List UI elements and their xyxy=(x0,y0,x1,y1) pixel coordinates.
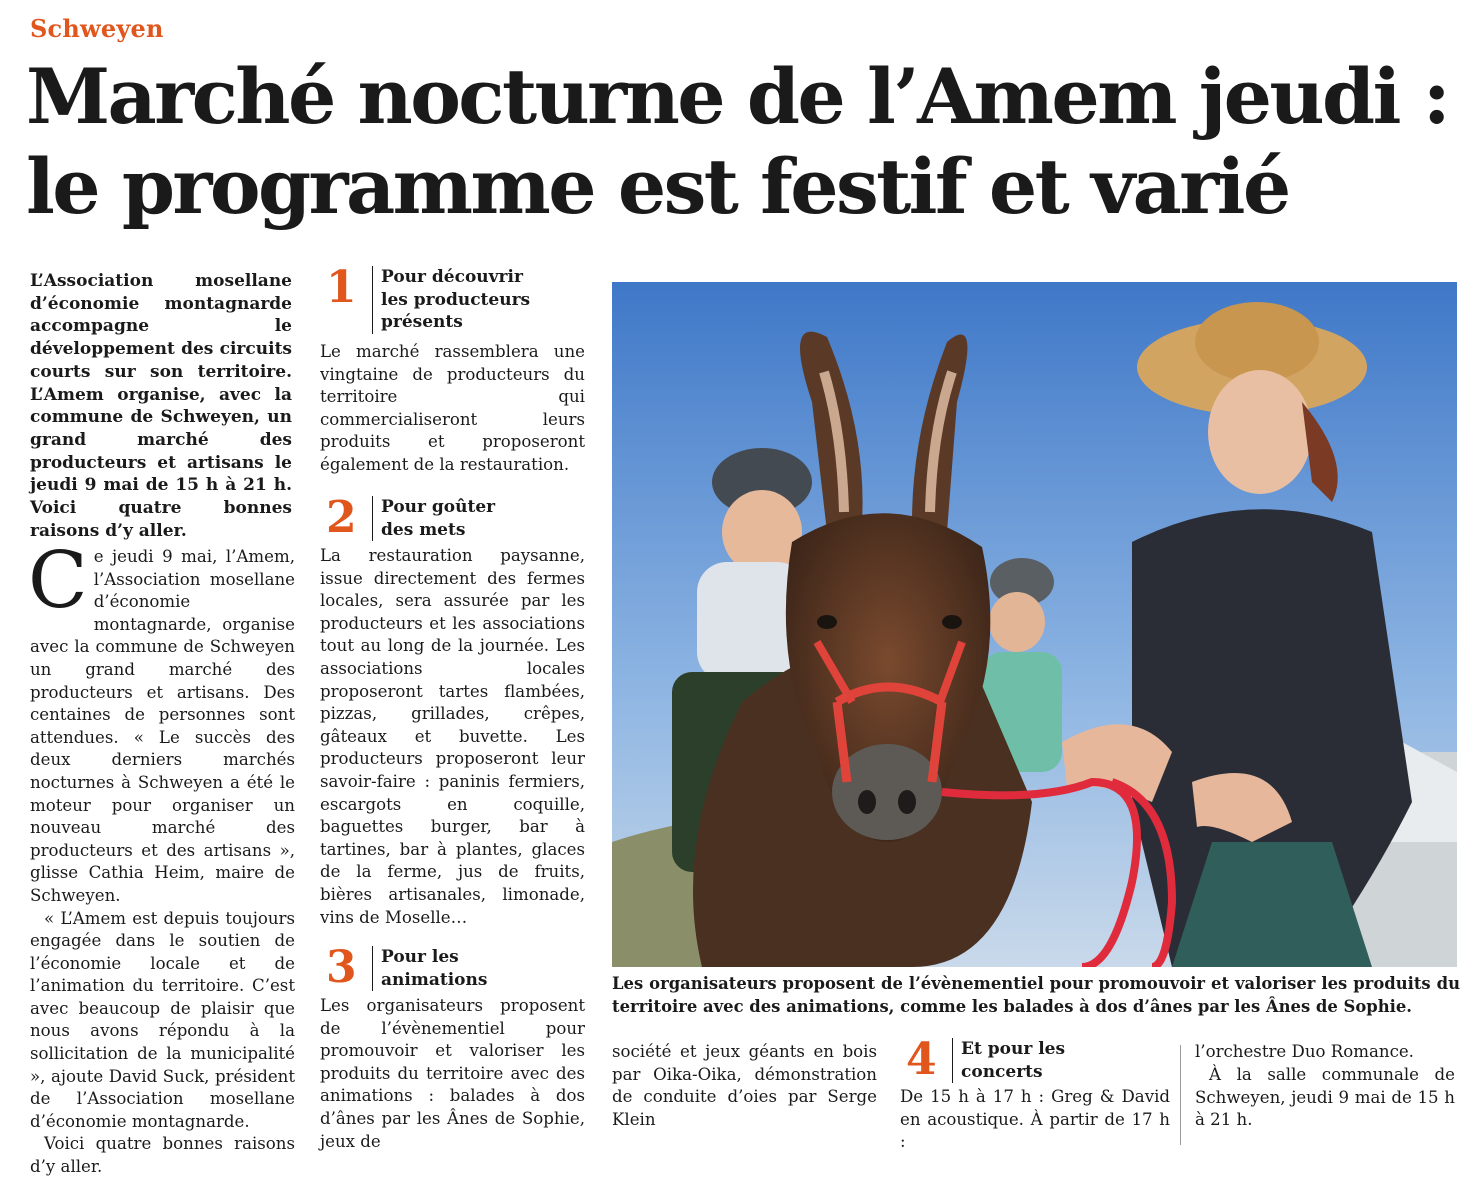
body-paragraph-1-text: e jeudi 9 mai, l’Amem, l’Association mosellane d’économie montagnarde, organise avec la commune de Schweyen un grand marché des producteurs et artisans. Des centaines de personnes sont attendues. « Le succès des deux derniers marchés nocturnes à Schweyen a été le moteur pour organiser un nouveau marché des producteurs et des artisans », glisse Cathia Heim, maire de Schweyen. xyxy=(30,547,295,905)
body-paragraph-3: Voici quatre bonnes raisons d’y aller. xyxy=(30,1134,295,1177)
section-3-text: Les organisateurs proposent de l’évènementiel pour promouvoir et valoriser les produits du territoire avec des animations : balades à dos d’ânes par les Ânes de Sophie, jeux de xyxy=(320,996,585,1151)
headline-line-1: Marché nocturne de l’Amem jeudi : xyxy=(26,52,1449,141)
section-4-text-continued: l’orchestre Duo Romance. xyxy=(1195,1042,1414,1061)
section-4-number: 4 xyxy=(906,1034,937,1085)
section-3-number: 3 xyxy=(326,942,357,993)
column-divider xyxy=(1180,1045,1181,1145)
section-1-number: 1 xyxy=(326,262,357,313)
section-2-title: Pour goûter des mets xyxy=(372,496,501,541)
lead-paragraph xyxy=(30,270,292,542)
section-1-text: Le marché rassemblera une vingtaine de producteurs du territoire qui commercialiseront leurs produits et proposeront également de la restauration. xyxy=(320,342,585,474)
body-column xyxy=(28,536,295,1179)
headline xyxy=(26,52,1466,232)
lead-text: L’Association mosellane d’économie montagnarde accompagne le développement des circuits courts sur son territoire. L’Amem organise, avec la commune de Schweyen, un grand marché des producteurs et artisans le jeudi 9 mai de 15 h à 21 h. Voici quatre bonnes raisons d’y aller. xyxy=(30,271,292,541)
headline-line-2: le programme est festif et varié xyxy=(26,142,1289,231)
practical-info: À la salle communale de Schweyen, jeudi 9 mai de 15 h à 21 h. xyxy=(1195,1065,1455,1130)
section-2-number: 2 xyxy=(326,492,357,543)
body-paragraph-1 xyxy=(28,536,295,908)
section-2-text: La restauration paysanne, issue directement des fermes locales, sera assurée par les producteurs et les associations tout au long de la journée. Les associations locales proposeront tartes flambées, pizzas, grillades, crêpes, gâteaux et buvette. Les producteurs proposeront leur savoir-faire : paninis fermiers, escargots en coquille, baguettes burger, bar à tartines, bar à plantes, glaces de la ferme, jus de fruits, bières artisanales, limonade, vins de Moselle… xyxy=(320,546,585,927)
drop-cap: C xyxy=(28,536,88,626)
photo-caption: Les organisateurs proposent de l’évènementiel pour promouvoir et valoriser les produits du territoire avec des animations, comme les balades à dos d’ânes par les Ânes de Sophie. xyxy=(612,974,1460,1016)
section-1-title: Pour découvrir les producteurs présents xyxy=(372,266,531,334)
donkey-ride-photo xyxy=(612,282,1457,967)
body-paragraph-2: « L’Amem est depuis toujours engagée dans le soutien de l’économie locale et de l’animation du territoire. C’est avec beaucoup de plaisir que nous avons répondu à la sollicitation de la municipalité », ajoute David Suck, président de l’Association mosellane d’économie montagnarde. xyxy=(30,908,295,1131)
section-3-text-continued: société et jeux géants en bois par Oika-Oika, démonstration de conduite d’oies par Serge Klein xyxy=(612,1042,877,1129)
section-4-text: De 15 h à 17 h : Greg & David en acoustique. À partir de 17 h : xyxy=(900,1087,1170,1152)
photo-illustration xyxy=(612,282,1457,967)
section-4-title: Et pour les concerts xyxy=(952,1038,1071,1083)
section-kicker: Schweyen xyxy=(30,14,164,43)
section-3-title: Pour les animations xyxy=(372,946,501,991)
